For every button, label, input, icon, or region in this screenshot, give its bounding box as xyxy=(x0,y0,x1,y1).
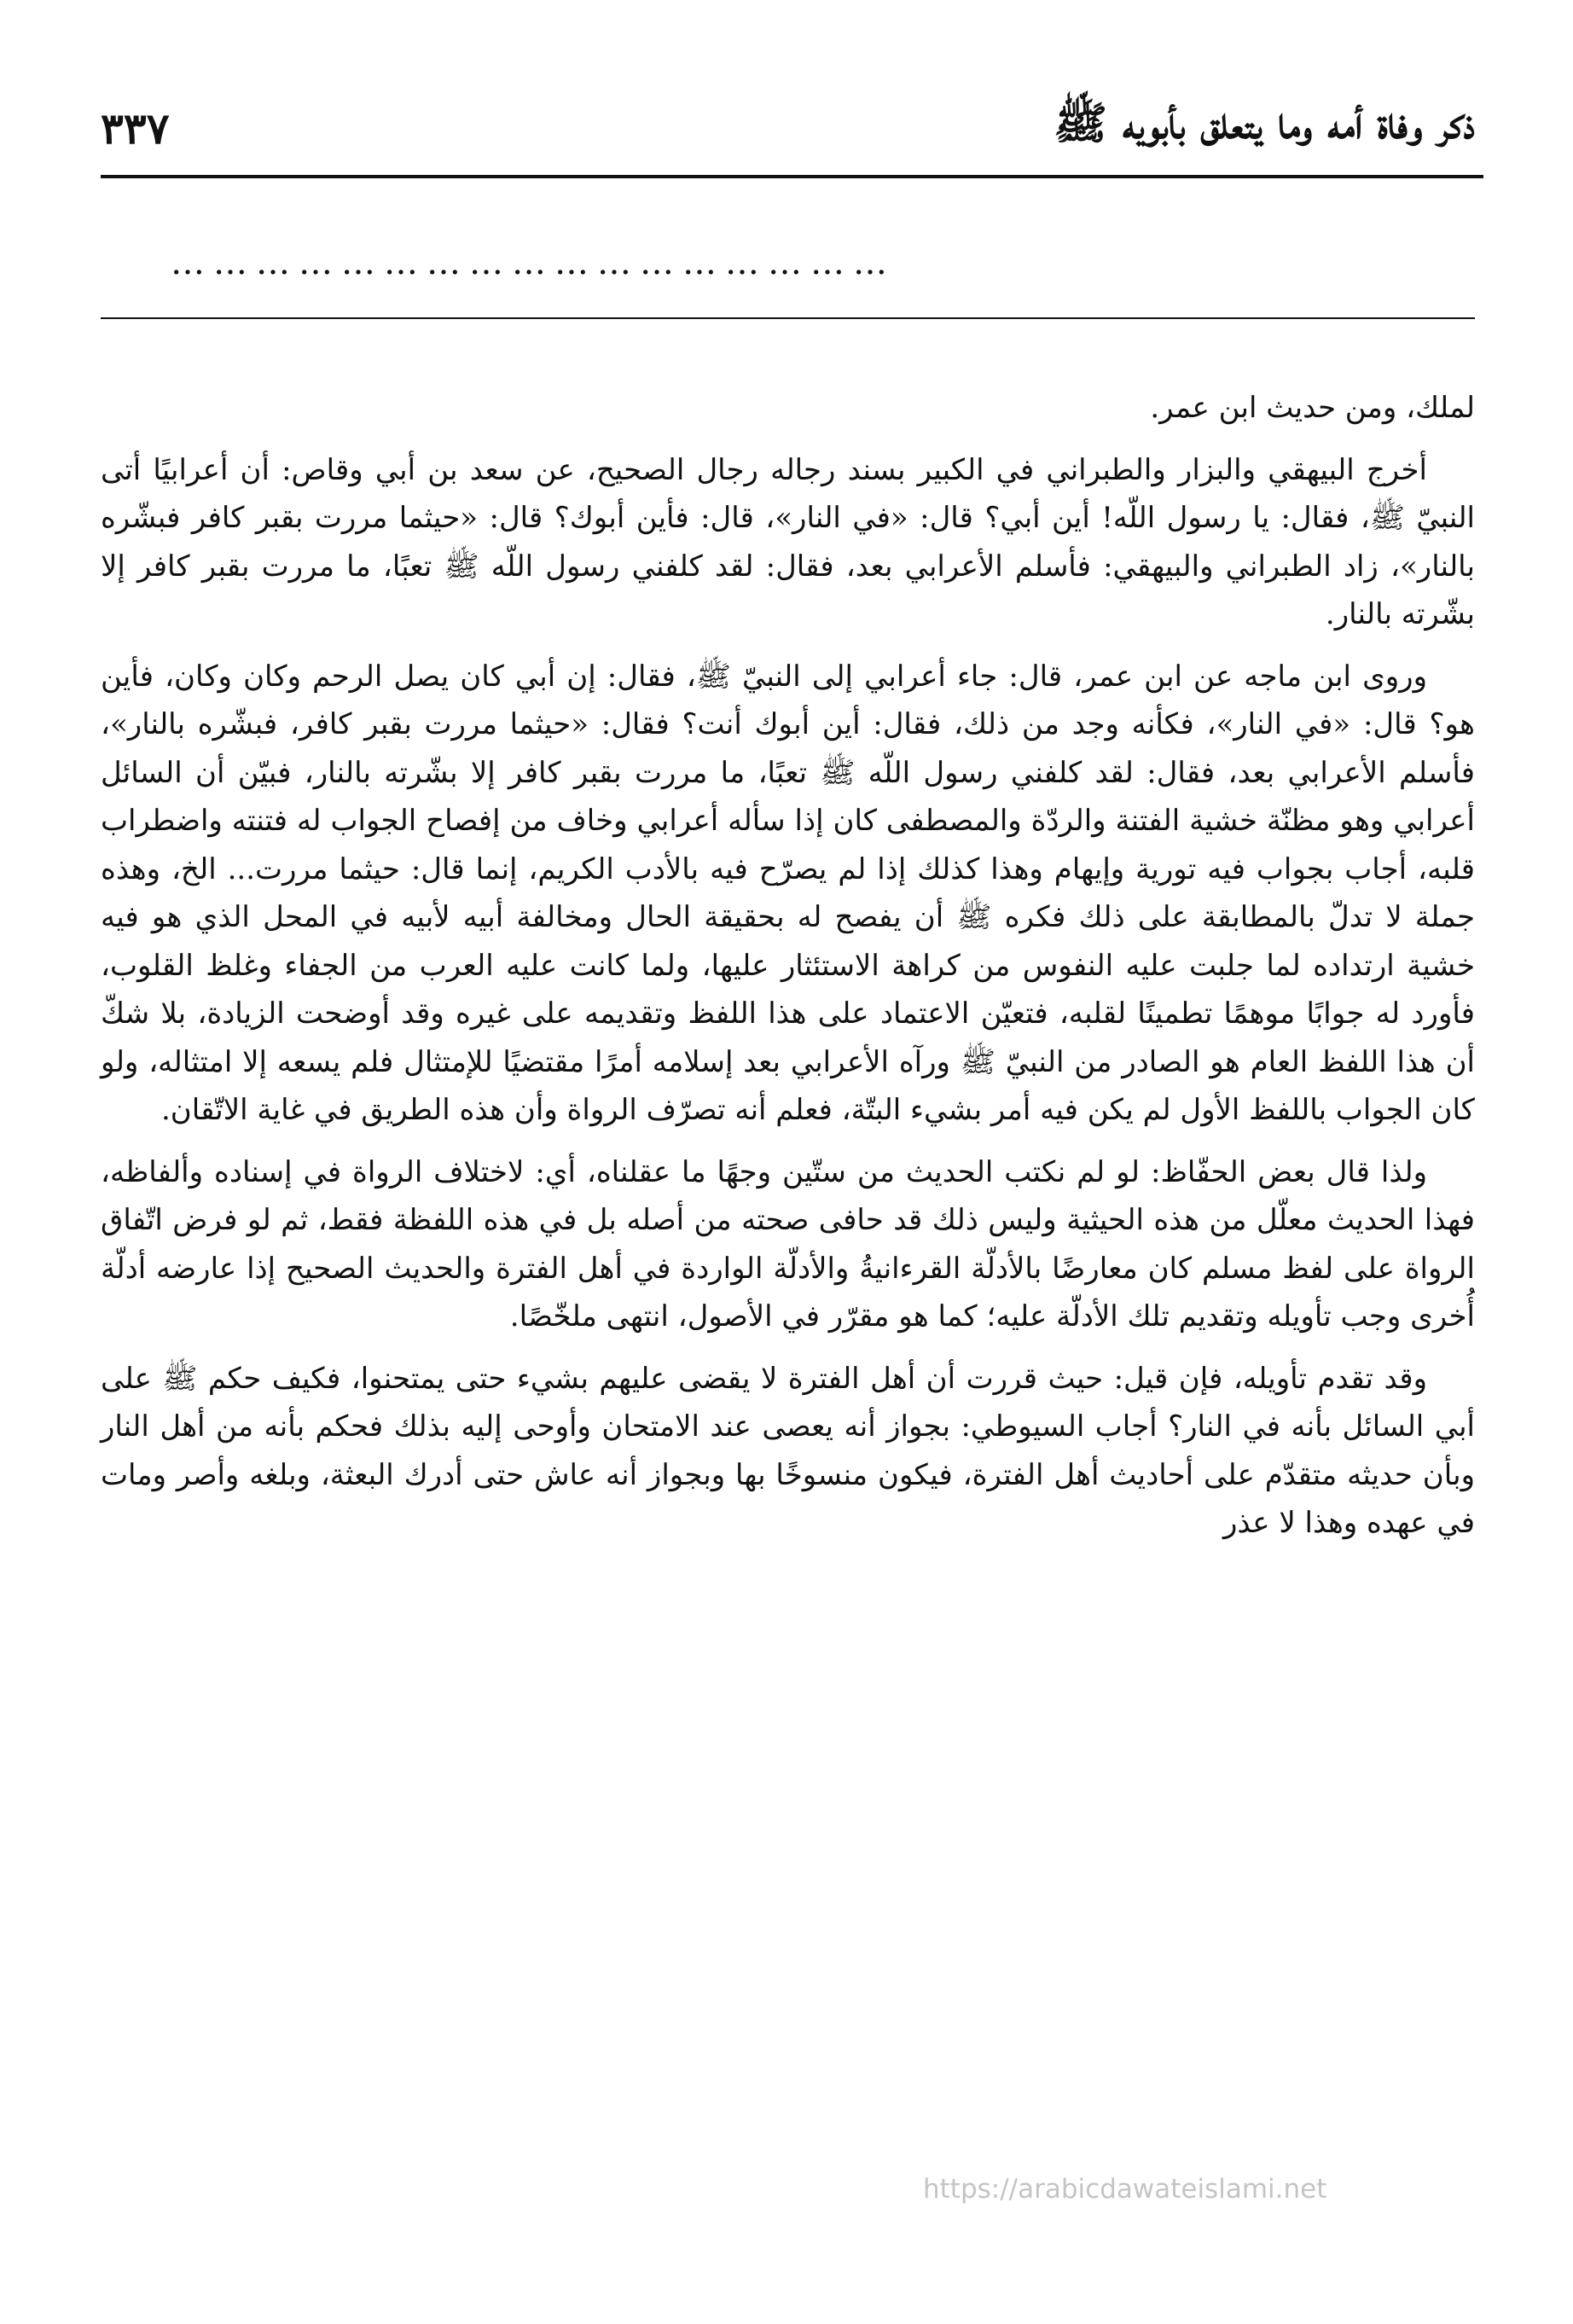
section-divider xyxy=(101,317,1475,319)
paragraph-suyuti-answer: وقد تقدم تأويله، فإن قيل: حيث قررت أن أهل الفترة لا يقضى عليهم بشيء حتى يمتحنوا، فكيف حكم ﷺ على أبي السائل بأنه في النار؟ أجاب السيوطي: بجواز أنه يعصى عند الامتحان وأوحى إليه بذلك فحكم بأنه من أهل النار وبأن حديثه متقدّم على أحاديث أهل الفترة، فيكون منسوخًا بها وبجواز أنه عاش حتى أدرك البعثة، وبلغه وأصر ومات في عهده وهذا لا عذر xyxy=(101,1361,1475,1540)
body-text xyxy=(101,384,1475,1561)
page-number: ٣٣٧ xyxy=(101,102,170,154)
paragraph-continuation: لملك، ومن حديث ابن عمر. xyxy=(1150,391,1475,425)
page-header xyxy=(101,96,1475,154)
header-rule xyxy=(101,175,1483,178)
watermark-url: https://arabicdawateislami.net xyxy=(923,2174,1327,2205)
paragraph-bayhaqi-narration: أخرج البيهقي والبزار والطبراني في الكبير بسند رجاله رجال الصحيح، عن سعد بن أبي وقاص: أن أعرابيًا أتى النبيّ ﷺ، فقال: يا رسول اللّه! أين أبي؟ قال: «في النار»، قال: فأين أبوك؟ قال: «حيثما مررت بقبر كافر فبشّره بالنار»، زاد الطبراني والبيهقي: فأسلم الأعرابي بعد، فقال: لقد كلفني رسول اللّه ﷺ تعبًا، ما مررت بقبر كافر إلا بشّرته بالنار. xyxy=(101,452,1475,631)
running-title: ذكر وفاة أمه وما يتعلق بأبويه ﷺ xyxy=(1054,96,1475,149)
ellipsis-separator: …………………………………………… xyxy=(171,246,896,280)
paragraph-huffaz-saying: ولذا قال بعض الحفّاظ: لو لم نكتب الحديث من ستّين وجهًا ما عقلناه، أي: لاختلاف الرواة في إسناده وألفاظه، فهذا الحديث معلّل من هذه الحيثية وليس ذلك قد حافى صحته من أصله بل في هذه اللفظة فقط، ثم لو فرض اتّفاق الرواة على لفظ مسلم كان معارضًا بالأدلّة القرءانيةُ والأدلّة الواردة في أهل الفترة والحديث الصحيح إذا عارضه أدلّة أُخرى وجب تأويله وتقديم تلك الأدلّة عليه؛ كما هو مقرّر في الأصول، انتهى ملخّصًا. xyxy=(101,1154,1475,1333)
paragraph-ibn-majah-narration: وروى ابن ماجه عن ابن عمر، قال: جاء أعرابي إلى النبيّ ﷺ، فقال: إن أبي كان يصل الرحم وكان وكان، فأين هو؟ قال: «في النار»، فكأنه وجد من ذلك، فقال: أين أبوك أنت؟ فقال: «حيثما مررت بقبر كافر، فبشّره بالنار»، فأسلم الأعرابي بعد، فقال: لقد كلفني رسول اللّه ﷺ تعبًا، ما مررت بقبر كافر إلا بشّرته بالنار، فبيّن أن السائل أعرابي وهو مظنّة خشية الفتنة والردّة والمصطفى كان إذا سأله أعرابي وخاف من إفصاح الجواب له فتنته واضطراب قلبه، أجاب بجواب فيه تورية وإيهام وهذا كذلك إذا لم يصرّح فيه بالأدب الكريم، إنما قال: حيثما مررت... الخ، وهذه جملة لا تدلّ بالمطابقة على ذلك فكره ﷺ أن يفصح له بحقيقة الحال ومخالفة أبيه لأبيه في المحل الذي هو فيه خشية ارتداده لما جلبت عليه النفوس من كراهة الاستئثار عليها، ولما كانت عليه العرب من الجفاء وغلظ القلوب، فأورد له جوابًا موهمًا تطمينًا لقلبه، فتعيّن الاعتماد على هذا اللفظ وتقديمه على غيره وقد أوضحت الزيادة، بلا شكّ أن هذا اللفظ العام هو الصادر من النبيّ ﷺ ورآه الأعرابي بعد إسلامه أمرًا مقتضيًا للإمتثال فلم يسعه إلا امتثاله، ولو كان الجواب باللفظ الأول لم يكن فيه أمر بشيء البتّة، فعلم أنه تصرّف الرواة وأن هذه الطريق في غاية الاتّقان. xyxy=(101,659,1475,1127)
